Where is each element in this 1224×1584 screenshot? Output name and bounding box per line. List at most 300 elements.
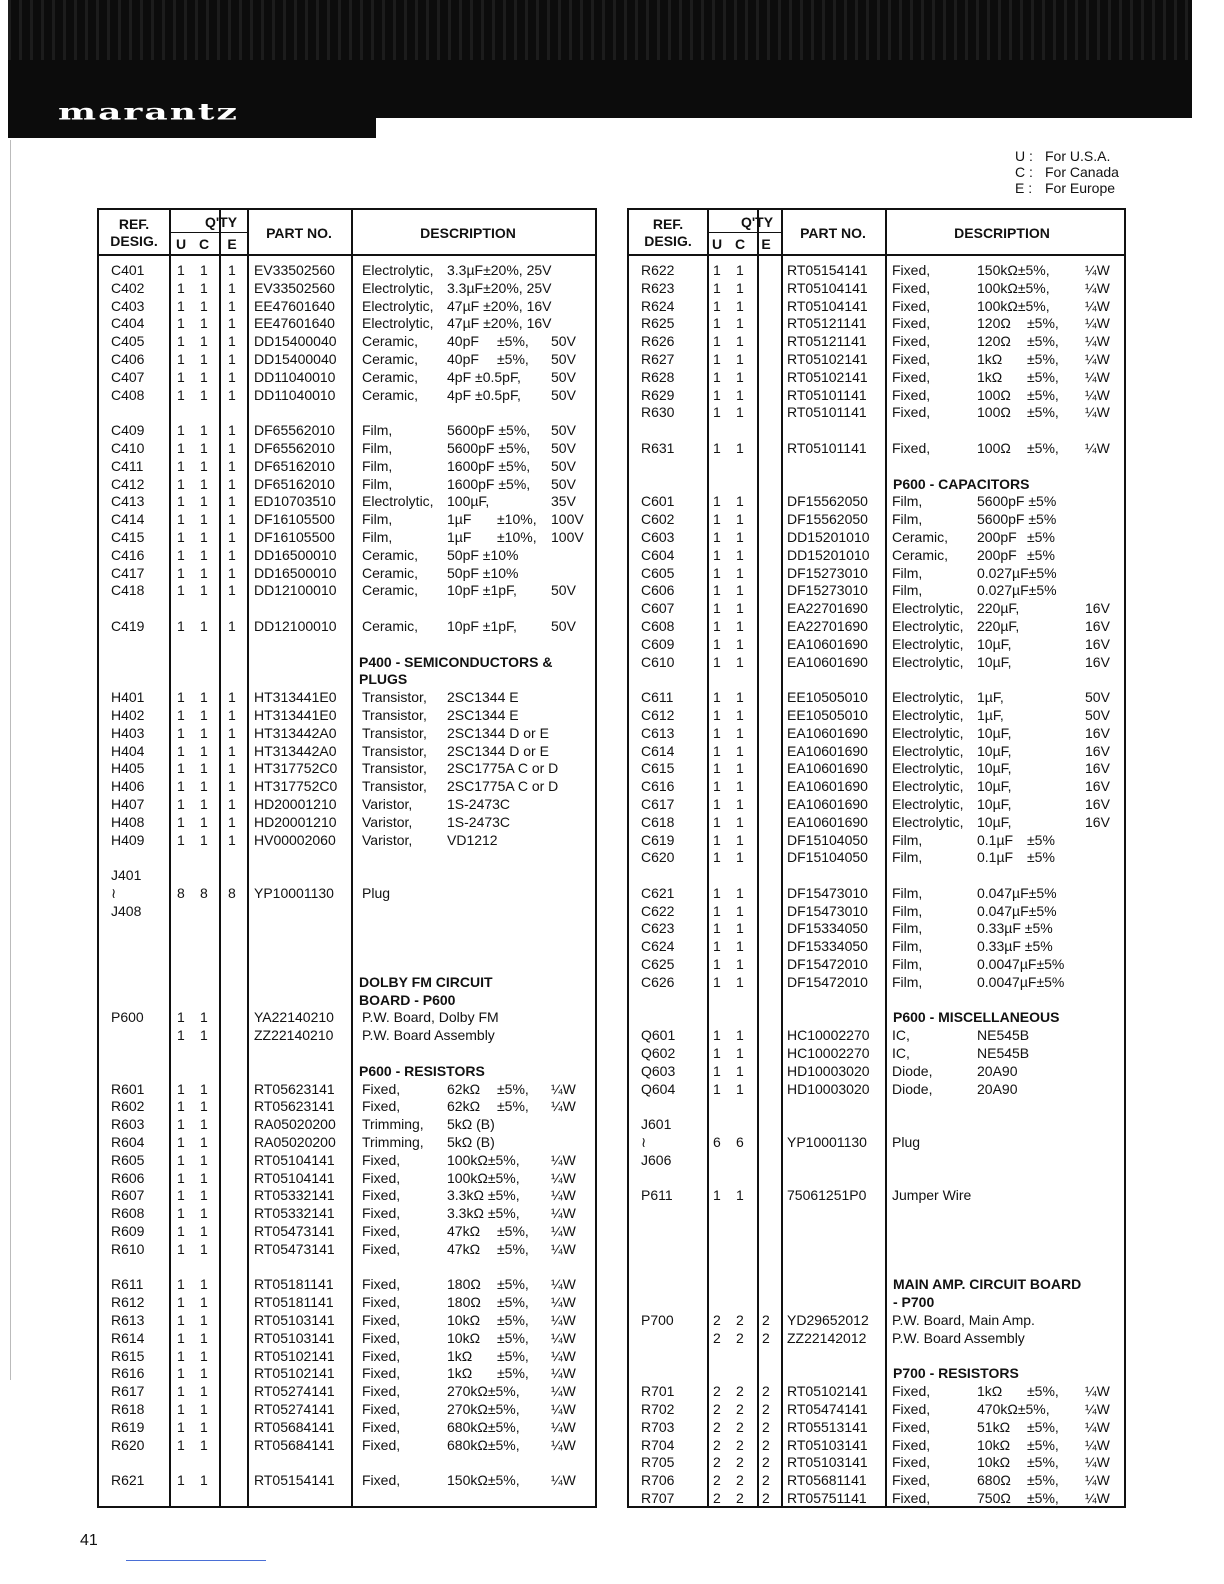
description-field: 10kΩ <box>447 1329 481 1346</box>
table-row <box>99 618 595 636</box>
description-field: 0.33µF ±5% <box>977 938 1053 955</box>
description-field: 0.33µF ±5% <box>977 920 1053 937</box>
description-field: 220µF, <box>977 600 1020 617</box>
description-field: 1µF, <box>977 689 1004 706</box>
qty-u: 1 <box>713 689 721 706</box>
description-field: Film, <box>362 511 393 528</box>
qty-c: 1 <box>736 1027 744 1044</box>
header-description: DESCRIPTION <box>954 225 1050 241</box>
table-row <box>99 298 595 316</box>
qty-c: 1 <box>736 742 744 759</box>
table-row <box>629 315 1124 333</box>
qty-c: 1 <box>200 457 208 474</box>
qty-u: 1 <box>177 742 185 759</box>
table-row <box>629 1063 1124 1081</box>
table-row <box>99 1152 595 1170</box>
qty-u: 1 <box>177 368 185 385</box>
qty-u: 1 <box>177 475 185 492</box>
qty-c: 1 <box>736 368 744 385</box>
qty-c: 2 <box>736 1472 744 1489</box>
ref-desig: R631 <box>641 439 675 456</box>
ref-desig: R603 <box>111 1116 145 1133</box>
qty-c: 1 <box>736 617 744 634</box>
description-field: Film, <box>892 902 923 919</box>
qty-u: 1 <box>713 350 721 367</box>
part-number: RT05473141 <box>254 1223 335 1240</box>
description-field: 10µF, <box>977 653 1012 670</box>
description-field: Fixed, <box>892 1454 931 1471</box>
description-field: Varistor, <box>362 813 413 830</box>
table-row <box>629 1312 1124 1330</box>
qty-e: 1 <box>228 475 236 492</box>
part-number: RT05473141 <box>254 1240 335 1257</box>
qty-u: 1 <box>713 973 721 990</box>
qty-c: 1 <box>736 546 744 563</box>
ref-desig: H408 <box>111 813 145 830</box>
table-row <box>99 262 595 280</box>
qty-e: 1 <box>228 350 236 367</box>
description-field: 1S-2473C <box>447 795 511 812</box>
qty-u: 1 <box>713 760 721 777</box>
qty-u: 1 <box>177 813 185 830</box>
table-row <box>629 903 1124 921</box>
qty-c: 1 <box>736 760 744 777</box>
description-field: ¼W <box>551 1080 576 1097</box>
description-field: Fixed, <box>892 1418 931 1435</box>
description-field: ¼W <box>1085 1401 1110 1417</box>
description-field: 20A90 <box>977 1080 1018 1097</box>
table-row <box>629 1454 1124 1472</box>
qty-c: 1 <box>200 528 208 545</box>
description-field: ¼W <box>551 1205 576 1222</box>
description-field: 100kΩ±5%, <box>977 297 1050 314</box>
section-heading-row <box>629 476 1124 494</box>
ref-desig: R606 <box>111 1169 145 1186</box>
ref-desig: R607 <box>111 1187 145 1204</box>
qty-u: 1 <box>177 689 185 706</box>
qty-c: 1 <box>736 333 744 350</box>
description-field: Electrolytic, <box>892 653 964 670</box>
ref-desig: C601 <box>641 493 675 510</box>
description-field: Electrolytic, <box>892 778 964 795</box>
section-heading-row <box>629 1365 1124 1383</box>
header-qty: Q'TY <box>740 214 774 230</box>
description-field: 1kΩ <box>447 1365 473 1382</box>
description-field: Electrolytic, <box>892 795 964 812</box>
description-field: 120Ω <box>977 315 1011 332</box>
qty-c: 2 <box>736 1489 744 1506</box>
description-field: Film, <box>362 475 393 492</box>
table-row <box>629 654 1124 672</box>
part-number: DD15201010 <box>787 528 870 545</box>
qty-c: 1 <box>736 350 744 367</box>
ref-desig: R630 <box>641 404 675 421</box>
qty-c: 2 <box>736 1436 744 1453</box>
part-number: RT05474141 <box>787 1401 868 1417</box>
ref-desig: R628 <box>641 368 675 385</box>
description-field: 2SC1344 D or E <box>447 742 549 759</box>
table-row <box>99 956 595 974</box>
qty-c: 1 <box>200 742 208 759</box>
qty-u: 1 <box>177 457 185 474</box>
qty-u: 1 <box>177 1027 185 1044</box>
description-field: Fixed, <box>362 1329 401 1346</box>
section-heading: DOLBY FM CIRCUIT <box>359 973 493 990</box>
qty-u: 2 <box>713 1472 721 1489</box>
description-field: 50V <box>551 617 576 634</box>
ref-desig: H406 <box>111 778 145 795</box>
qty-c: 1 <box>736 795 744 812</box>
description-field: ¼W <box>1085 1454 1110 1471</box>
qty-e: 1 <box>228 386 236 403</box>
qty-c: 1 <box>200 262 208 278</box>
description-field: ±5%, <box>497 1240 529 1257</box>
description-field: 10µF, <box>977 724 1012 741</box>
description-field: Ceramic, <box>362 368 419 385</box>
ref-desig: C613 <box>641 724 675 741</box>
table-row <box>629 920 1124 938</box>
qty-u: 1 <box>713 297 721 314</box>
qty-u: 1 <box>713 1045 721 1062</box>
qty-u: 1 <box>177 1276 185 1293</box>
description-field: 20A90 <box>977 1062 1018 1079</box>
description-field: ±5%, <box>497 1098 529 1115</box>
description-field: 5600pF ±5%, <box>447 439 531 456</box>
ref-desig: C623 <box>641 920 675 937</box>
table-row <box>629 938 1124 956</box>
ref-desig: C405 <box>111 333 145 350</box>
description-field: ±5%, <box>1027 350 1059 367</box>
part-number: 75061251P0 <box>787 1187 867 1204</box>
description-field: ±5% <box>1027 528 1055 545</box>
ref-desig: ≀ <box>111 884 117 901</box>
part-number: ZZ22140210 <box>254 1027 334 1044</box>
legend-key: C : <box>1015 164 1033 180</box>
ref-desig: C604 <box>641 546 675 563</box>
ref-desig: R608 <box>111 1205 145 1222</box>
ref-desig: R625 <box>641 315 675 332</box>
qty-c: 1 <box>736 493 744 510</box>
ref-desig: C410 <box>111 439 145 456</box>
description-field: ¼W <box>1085 350 1110 367</box>
part-number: DF15562050 <box>787 493 868 510</box>
description-field: 5kΩ (B) <box>447 1134 495 1151</box>
description-field: ¼W <box>1085 404 1110 421</box>
part-number: RT05102141 <box>787 350 868 367</box>
description-field: ±5%, <box>1027 315 1059 332</box>
description-field: Ceramic, <box>892 528 949 545</box>
table-row <box>99 493 595 511</box>
qty-c: 1 <box>736 884 744 901</box>
description-field: Fixed, <box>892 1489 931 1506</box>
qty-c: 1 <box>736 262 744 278</box>
qty-c: 1 <box>200 386 208 403</box>
ref-desig: R627 <box>641 350 675 367</box>
description-field: 10µF, <box>977 742 1012 759</box>
qty-c: 1 <box>736 902 744 919</box>
table-row <box>99 280 595 298</box>
ref-desig: C419 <box>111 617 145 634</box>
qty-e: 1 <box>228 706 236 723</box>
footer-rule <box>126 1560 266 1561</box>
qty-c: 1 <box>200 1329 208 1346</box>
description-field: 5600pF ±5% <box>977 493 1057 510</box>
description-field: Fixed, <box>892 1383 931 1400</box>
description-field: ¼W <box>551 1276 576 1293</box>
table-row <box>629 1241 1124 1259</box>
ref-desig: H405 <box>111 760 145 777</box>
description-field: Ceramic, <box>362 546 419 563</box>
part-number: DD15400040 <box>254 350 337 367</box>
table-row <box>99 1027 595 1045</box>
description-field: Film, <box>892 938 923 955</box>
table-row <box>99 404 595 422</box>
description-field: 3.3kΩ ±5%, <box>447 1187 520 1204</box>
table-body <box>629 262 1124 1508</box>
description-field: 5600pF ±5%, <box>447 422 531 439</box>
ref-desig: C408 <box>111 386 145 403</box>
description-field: 0.027µF±5% <box>977 582 1057 599</box>
description-field: ¼W <box>551 1312 576 1329</box>
ref-desig: C404 <box>111 315 145 332</box>
part-number: RT05104141 <box>254 1169 335 1186</box>
qty-u: 1 <box>177 1329 185 1346</box>
qty-u: 1 <box>177 1401 185 1417</box>
description-field: 1µF <box>447 528 472 545</box>
description-field: Film, <box>362 439 393 456</box>
qty-c: 1 <box>200 279 208 296</box>
description-field: 680kΩ±5%, <box>447 1418 520 1435</box>
ref-desig: P700 <box>641 1312 674 1329</box>
description-field: Electrolytic, <box>892 813 964 830</box>
qty-u: 1 <box>177 1187 185 1204</box>
qty-e: 2 <box>762 1418 770 1435</box>
description-field: Film, <box>892 956 923 973</box>
description-field: 50V <box>1085 706 1110 723</box>
ref-desig: C625 <box>641 956 675 973</box>
table-row <box>629 1152 1124 1170</box>
qty-u: 1 <box>713 262 721 278</box>
qty-c: 1 <box>736 297 744 314</box>
ref-desig: J408 <box>111 902 142 919</box>
qty-u: 1 <box>177 1418 185 1435</box>
ref-desig: C412 <box>111 475 145 492</box>
ref-desig: C614 <box>641 742 675 759</box>
qty-u: 1 <box>713 813 721 830</box>
part-number: RT05684141 <box>254 1418 335 1435</box>
description-field: ¼W <box>1085 439 1110 456</box>
ref-desig: C403 <box>111 297 145 314</box>
description-field: ±5% <box>1027 849 1055 866</box>
part-number: EA22701690 <box>787 600 868 617</box>
description-field: 100Ω <box>977 439 1011 456</box>
section-heading-row <box>629 1294 1124 1312</box>
description-field: Transistor, <box>362 778 427 795</box>
description-field: ±10%, <box>497 528 537 545</box>
qty-c: 1 <box>200 778 208 795</box>
description-field: Electrolytic, <box>892 742 964 759</box>
qty-u: 1 <box>713 439 721 456</box>
description-field: 16V <box>1085 778 1110 795</box>
description-field: 50V <box>551 439 576 456</box>
table-row <box>99 315 595 333</box>
qty-e: 2 <box>762 1472 770 1489</box>
description-field: 5kΩ (B) <box>447 1116 495 1133</box>
description-field: ±5%, <box>1027 1418 1059 1435</box>
table-row <box>99 565 595 583</box>
ref-desig: ≀ <box>641 1134 647 1151</box>
description-field: ±5%, <box>497 1329 529 1346</box>
description-field: ±5%, <box>1027 1383 1059 1400</box>
description-field: Plug <box>362 884 391 901</box>
section-heading-row <box>99 974 595 992</box>
description-field: 16V <box>1085 653 1110 670</box>
description-field: 0.047µF±5% <box>977 884 1057 901</box>
header-description: DESCRIPTION <box>420 225 516 241</box>
description-field: Fixed, <box>362 1080 401 1097</box>
description-field: Fixed, <box>892 350 931 367</box>
part-number: HD20001210 <box>254 795 337 812</box>
description-field: ±5%, <box>1027 1489 1059 1506</box>
description-field: 51kΩ <box>977 1418 1011 1435</box>
qty-u: 1 <box>713 938 721 955</box>
description-field: 3.3kΩ ±5%, <box>447 1205 520 1222</box>
table-row <box>629 1170 1124 1188</box>
part-number: RT05274141 <box>254 1383 335 1400</box>
ref-desig: R619 <box>111 1418 145 1435</box>
table-row <box>99 689 595 707</box>
part-number: HT313442A0 <box>254 724 337 741</box>
description-field: 270kΩ±5%, <box>447 1401 520 1417</box>
description-field: P.W. Board, Dolby FM <box>362 1009 499 1026</box>
description-field: 680Ω <box>977 1472 1011 1489</box>
ref-desig: R601 <box>111 1080 145 1097</box>
part-number: RT05104141 <box>787 297 868 314</box>
table-row <box>629 832 1124 850</box>
description-field: ±5%, <box>497 1080 529 1097</box>
part-number: HV00002060 <box>254 831 336 848</box>
description-field: Fixed, <box>892 1436 931 1453</box>
description-field: ¼W <box>551 1223 576 1240</box>
ref-desig: Q603 <box>641 1062 676 1079</box>
description-field: P.W. Board Assembly <box>892 1329 1025 1346</box>
qty-c: 1 <box>200 546 208 563</box>
qty-c: 1 <box>200 795 208 812</box>
table-row <box>629 725 1124 743</box>
part-number: RT05513141 <box>787 1418 868 1435</box>
qty-c: 8 <box>200 884 208 901</box>
header-u: U <box>711 236 723 252</box>
ref-desig: C415 <box>111 528 145 545</box>
description-field: ¼W <box>551 1294 576 1311</box>
ref-desig: C626 <box>641 973 675 990</box>
qty-c: 1 <box>200 368 208 385</box>
section-heading-row <box>629 1009 1124 1027</box>
qty-u: 1 <box>713 404 721 421</box>
description-field: 1600pF ±5%, <box>447 457 531 474</box>
ref-desig: R614 <box>111 1329 145 1346</box>
qty-c: 2 <box>736 1329 744 1346</box>
table-row <box>99 849 595 867</box>
description-field: Trimming, <box>362 1116 424 1133</box>
table-row <box>99 1401 595 1419</box>
qty-c: 1 <box>200 333 208 350</box>
description-field: IC, <box>892 1045 910 1062</box>
table-row <box>99 1348 595 1366</box>
qty-c: 1 <box>736 635 744 652</box>
description-field: 100kΩ±5%, <box>447 1169 520 1186</box>
qty-c: 1 <box>200 493 208 510</box>
ref-desig: C619 <box>641 831 675 848</box>
description-field: Plug <box>892 1134 921 1151</box>
qty-e: 1 <box>228 439 236 456</box>
description-field: 47µF ±20%, 16V <box>447 297 552 314</box>
qty-u: 1 <box>177 439 185 456</box>
qty-u: 1 <box>713 493 721 510</box>
qty-c: 1 <box>200 1383 208 1400</box>
description-field: NE545B <box>977 1045 1030 1062</box>
part-number: YP10001130 <box>254 884 334 901</box>
qty-c: 1 <box>200 1009 208 1026</box>
description-field: 50V <box>551 368 576 385</box>
description-field: 16V <box>1085 724 1110 741</box>
header-ref: REF. <box>652 216 684 232</box>
ref-desig: R629 <box>641 386 675 403</box>
section-heading: P600 - RESISTORS <box>359 1062 485 1079</box>
ref-desig: C624 <box>641 938 675 955</box>
ref-desig: R624 <box>641 297 675 314</box>
description-field: ¼W <box>551 1187 576 1204</box>
description-field: Fixed, <box>892 386 931 403</box>
description-field: 200pF <box>977 546 1017 563</box>
table-row <box>99 885 595 903</box>
ref-desig: R622 <box>641 262 675 278</box>
qty-c: 1 <box>200 475 208 492</box>
qty-c: 1 <box>200 1098 208 1115</box>
description-field: 180Ω <box>447 1294 481 1311</box>
table-row <box>629 565 1124 583</box>
description-field: 1kΩ <box>977 1383 1003 1400</box>
description-field: 10µF, <box>977 813 1012 830</box>
page-number: 41 <box>80 1532 98 1549</box>
description-field: 150kΩ±5%, <box>447 1472 520 1489</box>
table-row <box>99 369 595 387</box>
qty-u: 2 <box>713 1436 721 1453</box>
ref-desig: C612 <box>641 706 675 723</box>
description-field: ±5%, <box>497 1223 529 1240</box>
description-field: Fixed, <box>362 1223 401 1240</box>
description-field: 16V <box>1085 760 1110 777</box>
description-field: Transistor, <box>362 689 427 706</box>
qty-c: 1 <box>200 1205 208 1222</box>
ref-desig: C417 <box>111 564 145 581</box>
part-number: RT05154141 <box>787 262 868 278</box>
table-row <box>99 1205 595 1223</box>
table-row <box>629 1045 1124 1063</box>
table-row <box>629 262 1124 280</box>
description-field: Fixed, <box>362 1098 401 1115</box>
qty-u: 1 <box>177 1223 185 1240</box>
section-heading-row <box>99 654 595 672</box>
description-field: Fixed, <box>362 1169 401 1186</box>
section-heading: P400 - SEMICONDUCTORS & <box>359 653 553 670</box>
qty-e: 2 <box>762 1489 770 1506</box>
ref-desig: Q602 <box>641 1045 676 1062</box>
qty-e: 1 <box>228 689 236 706</box>
table-row <box>99 1134 595 1152</box>
section-heading: P600 - CAPACITORS <box>893 475 1030 492</box>
description-field: 1kΩ <box>977 368 1003 385</box>
